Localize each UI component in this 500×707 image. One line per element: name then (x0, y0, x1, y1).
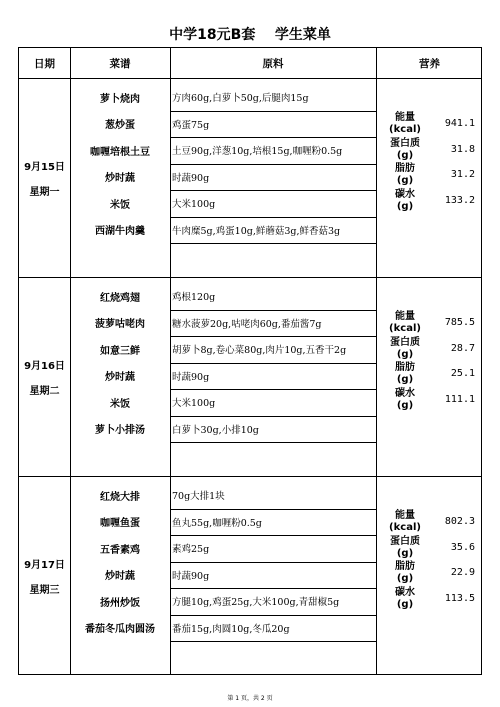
dish-name: 菠萝咕咾肉 (95, 319, 145, 331)
nutrition-label-name: 碳水 (395, 587, 415, 598)
dish-ingredients: 方肉60g,白萝卜50g,后腿肉15g (172, 93, 309, 105)
dish-name: 咖喱鱼蛋 (100, 518, 140, 530)
dish-name: 炒时蔬 (105, 173, 135, 185)
header-nutrition: 营养 (419, 57, 440, 70)
dish-ingredients: 大米100g (172, 199, 216, 211)
nutrition-label-name: 蛋白质 (390, 536, 420, 547)
dish-ingredients: 白萝卜30g,小排10g (172, 424, 259, 436)
nutrition-label-unit: (g) (396, 573, 414, 584)
row-divider (170, 442, 376, 443)
nutrition-label-unit: (g) (396, 349, 414, 360)
nutrition-label (379, 561, 431, 585)
day-divider (19, 277, 481, 278)
header-ingredients: 原料 (262, 57, 284, 70)
dish-name: 炒时蔬 (105, 372, 135, 384)
day-date: 9月16日 (24, 360, 65, 372)
nutrition-label (379, 138, 431, 162)
dish-name: 米饭 (110, 199, 130, 211)
dish-name: 萝卜小排汤 (95, 425, 145, 437)
dish-name: 炒时蔬 (105, 571, 135, 583)
dish-name: 西湖牛肉羹 (95, 226, 145, 238)
nutrition-value: 25.1 (450, 368, 475, 379)
nutrition-value: 28.7 (450, 343, 475, 354)
column-divider (376, 48, 377, 674)
dish-name: 葱炒蛋 (105, 120, 135, 132)
nutrition-label-unit: (kcal) (389, 323, 421, 334)
dish-name: 番茄冬瓜肉圆汤 (85, 624, 155, 636)
nutrition-label (379, 163, 431, 187)
page-title: 中学18元B套 学生菜单 (169, 27, 331, 43)
day-date: 9月17日 (24, 559, 65, 571)
dish-ingredients: 时蔬90g (172, 172, 210, 184)
nutrition-value: 31.8 (450, 144, 475, 155)
nutrition-label-name: 脂肪 (395, 362, 415, 373)
row-divider (170, 243, 376, 244)
nutrition-label-name: 碳水 (395, 189, 415, 200)
nutrition-label (379, 112, 431, 136)
nutrition-label (379, 362, 431, 386)
nutrition-label-name: 能量 (395, 311, 415, 322)
dish-ingredients: 时蔬90g (172, 570, 210, 582)
nutrition-label (379, 337, 431, 361)
nutrition-label (379, 311, 431, 335)
nutrition-label-unit: (kcal) (389, 522, 421, 533)
nutrition-label (379, 587, 431, 611)
nutrition-value: 941.1 (444, 118, 475, 129)
nutrition-label (379, 536, 431, 560)
dish-ingredients: 70g大排1块 (172, 491, 225, 503)
header-date: 日期 (34, 57, 55, 70)
row-divider (170, 641, 376, 642)
dish-ingredients: 番茄15g,肉圆10g,冬瓜20g (172, 623, 290, 635)
dish-ingredients: 大米100g (172, 398, 216, 410)
dish-name: 如意三鲜 (100, 345, 140, 357)
dish-ingredients: 素鸡25g (172, 544, 210, 556)
page-footer: 第 1 页，共 2 页 (227, 695, 273, 702)
day-date: 9月15日 (24, 161, 65, 173)
dish-ingredients: 鸡根120g (172, 292, 216, 304)
dish-name: 五香素鸡 (100, 544, 140, 556)
header-dish: 菜谱 (109, 57, 131, 70)
dish-ingredients: 土豆90g,洋葱10g,培根15g,咖喱粉0.5g (172, 146, 343, 158)
day-weekday: 星期一 (29, 186, 60, 198)
dish-name: 咖喱培根土豆 (90, 146, 150, 158)
nutrition-label-name: 蛋白质 (390, 138, 420, 149)
nutrition-label-unit: (g) (396, 548, 414, 559)
menu-table (18, 47, 482, 675)
dish-ingredients: 鸡蛋75g (172, 119, 210, 131)
nutrition-value: 111.1 (444, 394, 475, 405)
header-divider (19, 78, 481, 79)
dish-ingredients: 时蔬90g (172, 371, 210, 383)
dish-ingredients: 牛肉糜5g,鸡蛋10g,鲜蘑菇3g,鲜香菇3g (172, 225, 341, 237)
nutrition-label (379, 388, 431, 412)
nutrition-label-name: 能量 (395, 112, 415, 123)
nutrition-value: 35.6 (450, 542, 475, 553)
nutrition-label-unit: (g) (396, 374, 414, 385)
nutrition-label-unit: (g) (396, 599, 414, 610)
nutrition-value: 22.9 (450, 567, 475, 578)
dish-name: 红烧大排 (100, 491, 140, 503)
nutrition-label (379, 189, 431, 213)
dish-name: 萝卜烧肉 (100, 93, 140, 105)
day-weekday: 星期三 (29, 584, 60, 596)
nutrition-label-name: 脂肪 (395, 163, 415, 174)
nutrition-label-name: 碳水 (395, 388, 415, 399)
nutrition-value: 133.2 (444, 195, 475, 206)
day-divider (19, 476, 481, 477)
dish-ingredients: 鱼丸55g,咖喱粉0.5g (172, 517, 262, 529)
dish-name: 米饭 (110, 398, 130, 410)
nutrition-label-unit: (g) (396, 150, 414, 161)
nutrition-value: 113.5 (444, 593, 475, 604)
nutrition-label-unit: (g) (396, 201, 414, 212)
nutrition-label-unit: (g) (396, 400, 414, 411)
nutrition-value: 785.5 (444, 317, 475, 328)
nutrition-value: 31.2 (450, 169, 475, 180)
dish-name: 扬州炒饭 (100, 597, 140, 609)
day-weekday: 星期二 (29, 385, 60, 397)
nutrition-label-name: 能量 (395, 510, 415, 521)
dish-ingredients: 糖水菠萝20g,咕咾肉60g,番茄酱7g (172, 318, 322, 330)
dish-ingredients: 胡萝卜8g,卷心菜80g,肉片10g,五香干2g (172, 345, 347, 357)
dish-ingredients: 方腿10g,鸡蛋25g,大米100g,青甜椒5g (172, 597, 340, 609)
nutrition-label-unit: (g) (396, 175, 414, 186)
nutrition-label-name: 脂肪 (395, 561, 415, 572)
nutrition-value: 802.3 (444, 516, 475, 527)
nutrition-label-name: 蛋白质 (390, 337, 420, 348)
nutrition-label (379, 510, 431, 534)
dish-name: 红烧鸡翅 (100, 292, 140, 304)
nutrition-label-unit: (kcal) (389, 124, 421, 135)
